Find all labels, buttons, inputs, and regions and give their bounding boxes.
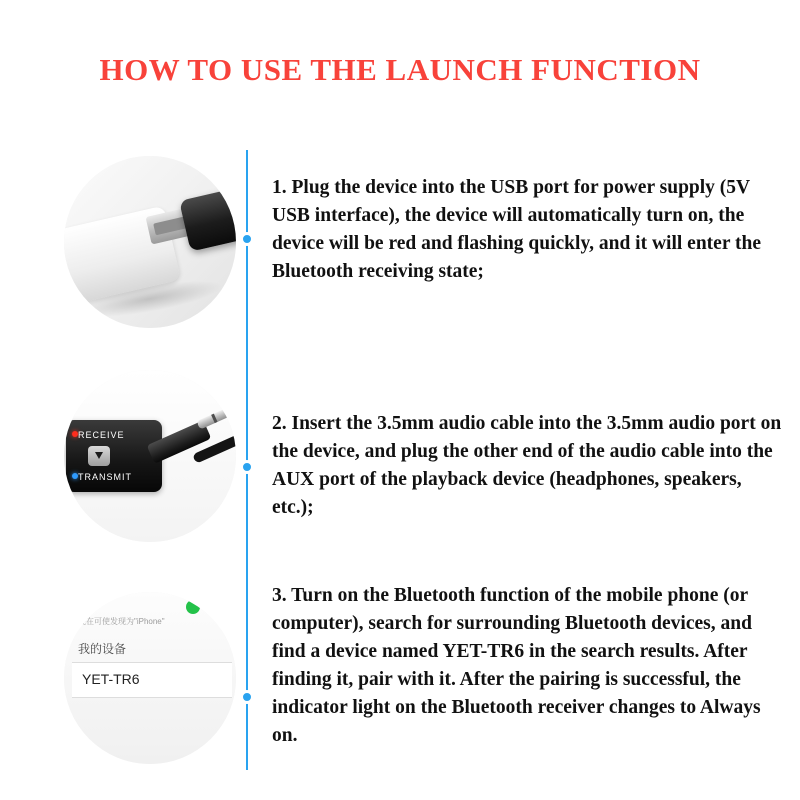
phone-bluetooth-list-photo	[64, 592, 236, 764]
step-text-2: 2. Insert the 3.5mm audio cable into the 3.5mm audio port on the device, and plug the other end of the audio cable into the AUX port of the playback device (headphones, speakers, etc.);	[272, 413, 782, 518]
step-bullet-3	[240, 690, 254, 704]
usb-audio-port-icon	[235, 216, 236, 224]
receiver-device-body	[66, 420, 162, 492]
step-bullet-1	[240, 232, 254, 246]
step-text-1: 1. Plug the device into the USB port for power supply (5V USB interface), the device will automatically turn on, the device will be red and flashing quickly, and it will enter the Bluetooth receiving state;	[272, 177, 761, 282]
receive-label: RECEIVE	[78, 430, 125, 440]
phone-discoverable-note: 现在可使发现为"iPhone"	[78, 617, 165, 626]
green-highlight-dot-icon	[186, 600, 200, 614]
page-title: HOW TO USE THE LAUNCH FUNCTION	[99, 52, 701, 87]
receiver-with-audio-jack-photo	[64, 370, 236, 542]
step-row-1	[0, 150, 800, 350]
step-text-3: 3. Turn on the Bluetooth function of the mobile phone (or computer), search for surrounding Bluetooth devices, and find a device named YET-TR6 in the search results. After finding it, pair with it. After the pairing is successful, the indicator light on the Bluetooth receiver changes to Always on.	[272, 585, 761, 746]
transmit-label: TRANSMIT	[78, 472, 132, 482]
step-bullet-2	[240, 460, 254, 474]
usb-dongle-photo	[64, 156, 236, 328]
phone-device-name: YET-TR6	[82, 671, 140, 687]
phone-section-title: 我的设备	[78, 642, 127, 656]
mode-button-icon	[88, 446, 110, 466]
phone-device-row	[72, 662, 232, 698]
step-row-2	[0, 370, 800, 550]
step-row-3	[0, 570, 800, 780]
usb-button-icon	[232, 201, 236, 214]
